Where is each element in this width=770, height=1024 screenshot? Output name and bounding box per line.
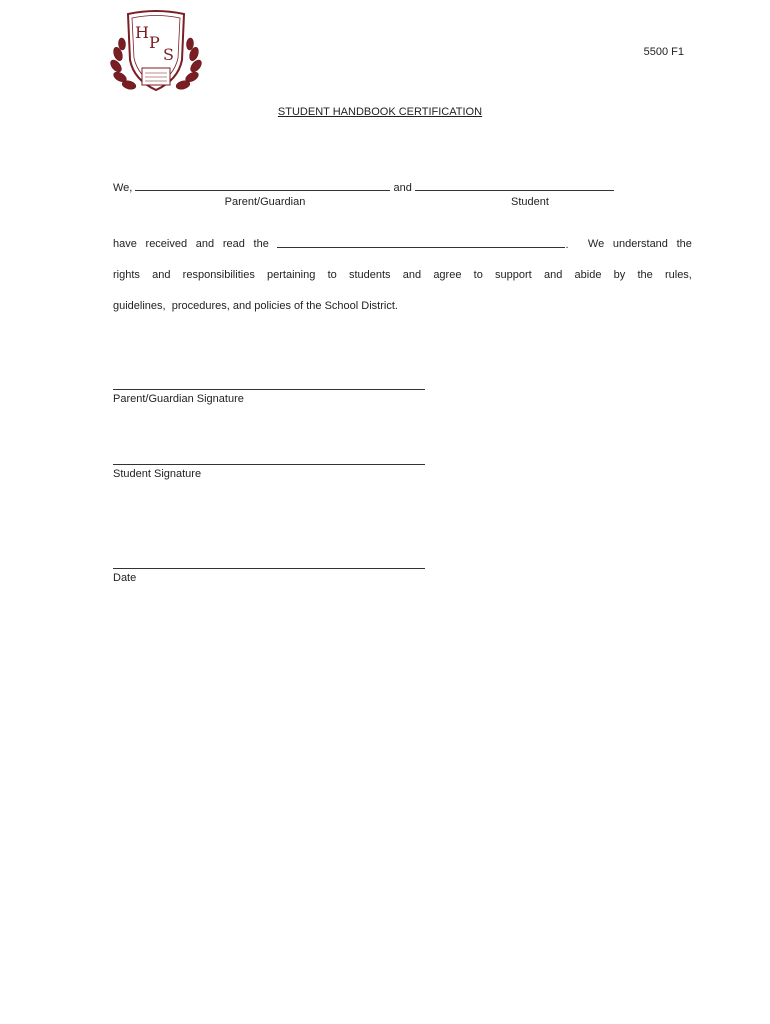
word: the — [253, 238, 269, 250]
we-label: We, — [113, 182, 133, 194]
school-crest-logo — [108, 8, 204, 96]
parent-signature-label: Parent/Guardian Signature — [113, 393, 244, 405]
form-number: 5500 F1 — [643, 46, 684, 58]
word: the — [637, 269, 653, 281]
student-signature-line[interactable] — [113, 464, 425, 465]
svg-text:S: S — [163, 45, 174, 64]
word: We — [587, 238, 605, 250]
word: and — [402, 269, 422, 281]
handbook-name-blank[interactable] — [277, 238, 565, 248]
word: and — [195, 238, 215, 250]
spacer — [577, 238, 579, 251]
word: rights — [113, 269, 140, 281]
paragraph-line-1 — [113, 238, 692, 251]
document-title: STUDENT HANDBOOK CERTIFICATION — [277, 106, 483, 118]
word: and — [152, 269, 171, 281]
word: pertaining — [267, 269, 316, 281]
word: support — [495, 269, 532, 281]
handbook-name-field: . — [277, 238, 568, 251]
word: understand — [612, 238, 668, 250]
svg-text:P: P — [149, 33, 160, 52]
word: received — [145, 238, 188, 250]
word: and — [543, 269, 563, 281]
student-signature-label: Student Signature — [113, 468, 202, 480]
date-line[interactable] — [113, 568, 425, 569]
word: responsibilities — [182, 269, 255, 281]
word: agree — [433, 269, 462, 281]
word: by — [613, 269, 626, 281]
word: the — [676, 238, 692, 250]
word: have — [113, 238, 137, 250]
paragraph-line-2 — [113, 269, 692, 281]
word: students — [348, 269, 391, 281]
date-label: Date — [113, 572, 137, 584]
paragraph-line-3: guidelines, procedures, and policies of the School District. — [113, 300, 398, 312]
word: read — [222, 238, 245, 250]
word: rules, — [664, 269, 692, 281]
parent-guardian-caption: Parent/Guardian — [224, 196, 306, 208]
student-caption: Student — [511, 196, 549, 208]
and-label: and — [393, 182, 412, 194]
intro-line — [113, 181, 614, 194]
word: to — [473, 269, 483, 281]
parent-signature-line[interactable] — [113, 389, 425, 390]
parent-name-blank[interactable] — [135, 181, 390, 191]
word: to — [327, 269, 337, 281]
word: abide — [574, 269, 602, 281]
svg-text:H: H — [135, 23, 149, 42]
student-name-blank[interactable] — [415, 181, 614, 191]
